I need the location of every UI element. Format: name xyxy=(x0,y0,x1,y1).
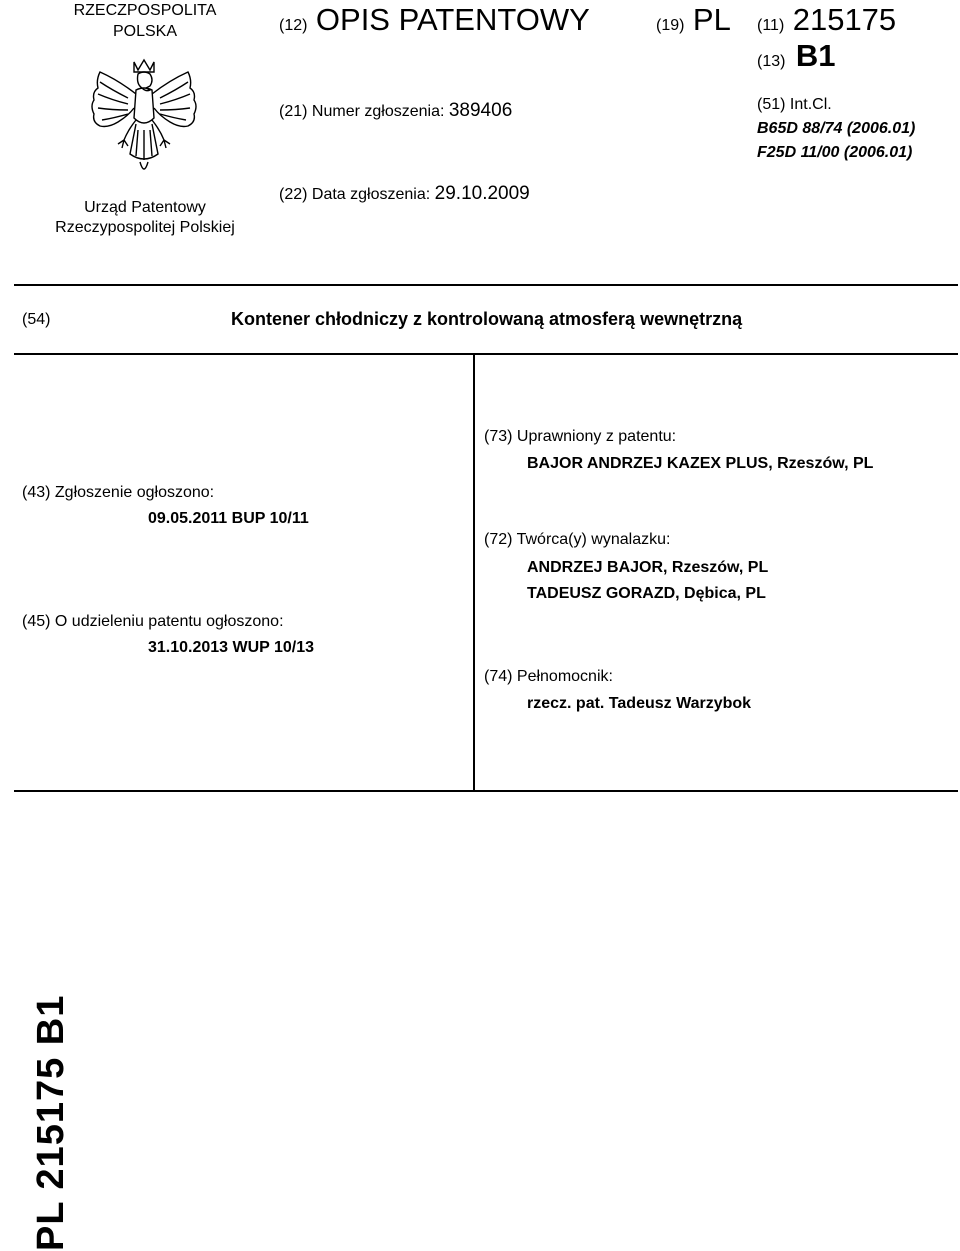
country-name: RZECZPOSPOLITA POLSKA xyxy=(73,2,217,40)
publication-value: 09.05.2011 BUP 10/11 xyxy=(148,510,309,527)
grant-line xyxy=(22,613,284,631)
inid-code-72: (72) xyxy=(484,531,513,548)
inid-code-45: (45) xyxy=(22,613,51,630)
application-date: 29.10.2009 xyxy=(434,183,530,204)
application-number-label: Numer zgłoszenia: xyxy=(311,103,445,120)
intcl-class-1: B65D 88/74 (2006.01) xyxy=(757,120,916,137)
column-divider xyxy=(473,353,475,791)
grant-value: 31.10.2013 WUP 10/13 xyxy=(148,639,315,656)
owner-label: Uprawniony z patentu: xyxy=(516,428,677,445)
title-divider xyxy=(14,353,958,355)
country-code: PL xyxy=(692,2,731,37)
publication-label: Zgłoszenie ogłoszono: xyxy=(54,484,215,501)
inventor-line xyxy=(484,531,670,549)
grant-label: O udzieleniu patentu ogłoszono: xyxy=(54,613,284,630)
kind-code: B1 xyxy=(795,38,836,73)
inid-code-21: (21) xyxy=(279,103,308,120)
patent-number: 215175 xyxy=(792,2,897,37)
inid-code-51: (51) xyxy=(757,96,786,113)
patent-number-line xyxy=(757,2,896,38)
kind-code-line xyxy=(757,38,836,74)
owner-value: BAJOR ANDRZEJ KAZEX PLUS, Rzeszów, PL xyxy=(527,455,874,472)
vertical-patent-code: PL 215175 B1 xyxy=(30,994,72,1251)
intcl-class-2: F25D 11/00 (2006.01) xyxy=(757,144,913,161)
inventor-label: Twórca(y) wynalazku: xyxy=(516,531,671,548)
patent-office-name: Urząd Patentowy Rzeczypospolitej Polskiej xyxy=(55,199,235,236)
intcl-header xyxy=(757,96,832,114)
header-divider xyxy=(14,284,958,286)
invention-title: Kontener chłodniczy z kontrolowaną atmosferą wewnętrzną xyxy=(231,309,743,329)
document-type-line xyxy=(279,2,590,38)
inventor-1: ANDRZEJ BAJOR, Rzeszów, PL xyxy=(527,559,769,576)
country-code-line xyxy=(656,2,731,38)
publication-line xyxy=(22,484,214,502)
inid-code-43: (43) xyxy=(22,484,51,501)
inid-code-74: (74) xyxy=(484,668,513,685)
intcl-label: Int.Cl. xyxy=(789,96,832,113)
inid-code-19: (19) xyxy=(656,17,685,34)
application-date-label: Data zgłoszenia: xyxy=(311,186,431,203)
application-number-line xyxy=(279,100,512,122)
inid-code-73: (73) xyxy=(484,428,513,445)
application-date-line xyxy=(279,183,530,205)
attorney-value: rzecz. pat. Tadeusz Warzybok xyxy=(527,695,752,712)
inid-code-11: (11) xyxy=(757,17,785,34)
inid-code-12: (12) xyxy=(279,17,308,34)
attorney-label: Pełnomocnik: xyxy=(516,668,613,685)
inid-code-13: (13) xyxy=(757,53,786,70)
bibliography-bottom-divider xyxy=(14,790,958,792)
inid-code-22: (22) xyxy=(279,186,308,203)
application-number: 389406 xyxy=(448,100,513,121)
title-code: (54) xyxy=(22,311,51,328)
document-type: OPIS PATENTOWY xyxy=(315,2,590,37)
polish-eagle-emblem-icon xyxy=(88,58,200,180)
owner-line xyxy=(484,428,676,446)
attorney-line xyxy=(484,668,613,686)
inventor-2: TADEUSZ GORAZD, Dębica, PL xyxy=(527,585,766,602)
